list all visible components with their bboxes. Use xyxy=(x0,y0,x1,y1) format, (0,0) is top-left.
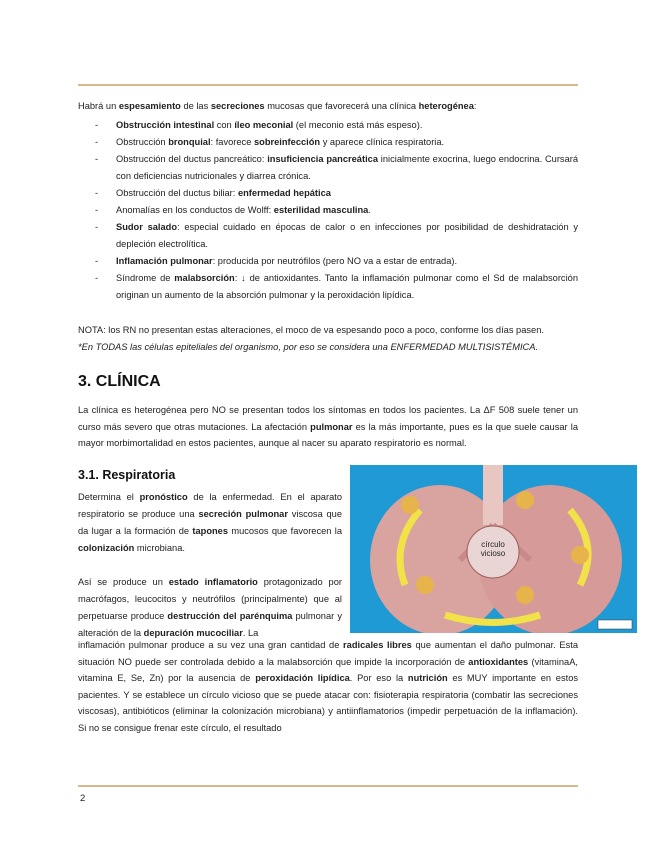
list-item: - Obstrucción del ductus biliar: enfermedad hepática xyxy=(78,185,578,202)
list-item: - Obstrucción intestinal con íleo meconial (el meconio está más espeso). xyxy=(78,117,578,134)
respiratoria-paragraph-1: Determina el pronóstico de la enfermedad. En el aparato respiratorio se produce una secreción pulmonar viscosa que da lugar a la formación de tapones mucosos que favorecen la colonización microbiana. xyxy=(78,492,343,553)
list-item: - Anomalías en los conductos de Wolff: esterilidad masculina. xyxy=(78,202,578,219)
intro-paragraph: Habrá un espesamiento de las secreciones mucosas que favorecerá una clínica heterogénea: xyxy=(78,101,477,111)
list-item: - Sudor salado: especial cuidado en épocas de calor o en infecciones por posibilidad de deshidratación y depleción electrolítica. xyxy=(78,219,578,253)
respiratoria-paragraph-3: inflamación pulmonar produce a su vez una gran cantidad de radicales libres que aumentan el daño pulmonar. Esta situación NO puede ser controlada debido a la malabsorción que impide la incorporación de antioxidantes (vitaminaA, vitamina E, Se, Zn) por la ausencia de peroxidación lipídica. Por eso la nutrición es MUY importante en estos pacientes. Y se establece un círculo vicioso que se puede atacar con: fisioterapia respiratoria (combatir las secreciones viscosas), antibióticos (eliminar la colonización microbiana) y antiinflamatorios (impedir perpetuación de la inflamación). Si no se consigue frenar este círculo, el resultado xyxy=(78,640,579,733)
note-paragraph: NOTA: los RN no presentan estas alteraciones, el moco de va espesando poco a poco, conforme los días pasen. xyxy=(78,325,544,335)
vicious-circle-figure xyxy=(350,465,637,633)
list-item: - Síndrome de malabsorción: ↓ de antioxidantes. Tanto la inflamación pulmonar como el Sd de malabsorción originan un aumento de la absorción pulmonar y la peroxidación lipídica. xyxy=(78,270,578,304)
subsection-heading-respiratoria: 3.1. Respiratoria xyxy=(78,468,176,482)
page-number: 2 xyxy=(80,793,86,804)
header-rule xyxy=(78,84,578,86)
list-item: - Obstrucción bronquial: favorece sobreinfección y aparece clínica respiratoria. xyxy=(78,134,578,151)
section-heading-clinica: 3. CLÍNICA xyxy=(78,373,161,390)
respiratoria-paragraph-2: Así se produce un estado inflamatorio protagonizado por macrófagos, leucocitos y neutrófilos (principalmente) que al perpetuarse produce destrucción del parénquima pulmonar y alteración de la depuración mucociliar. La xyxy=(78,577,342,638)
list-item: - Obstrucción del ductus pancreático: insuficiencia pancreática inicialmente exocrina, luego endocrina. Cursará con deficiencias nutricionales y diarrea crónica. xyxy=(78,151,578,185)
figure-center-label: círculo vicioso xyxy=(480,540,506,558)
list-item: - Inflamación pulmonar: producida por neutrófilos (pero NO va a estar de entrada). xyxy=(78,253,578,270)
footer-rule xyxy=(78,785,578,787)
symptom-list xyxy=(78,117,578,304)
note-italic: *En TODAS las células epiteliales del organismo, por eso se considera una ENFERMEDAD MULTISISTÉMICA. xyxy=(78,342,539,352)
clinica-paragraph: La clínica es heterogénea pero NO se presentan todos los síntomas en todos los pacientes. La ΔF 508 suele tener un curso más severo que otras mutaciones. La afectación pulmonar es la más importante, pues es la que suele causar la mayor morbimortalidad en estos pacientes, aunque al nacer su aparato respiratorio es normal. xyxy=(78,405,578,448)
